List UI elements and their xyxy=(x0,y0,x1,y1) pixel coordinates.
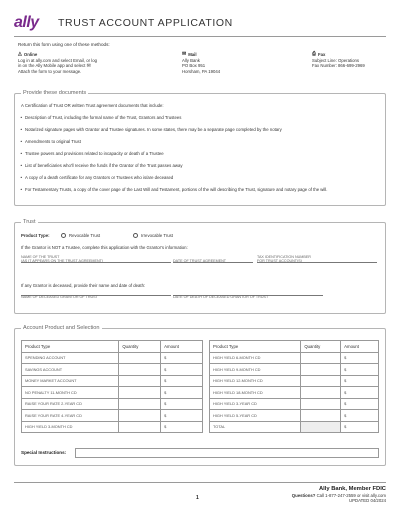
amount-cell[interactable]: $ xyxy=(161,375,203,387)
document-item: • Notarized signature pages with Grantor and Trustee signatures. In some states, there may be a separate page completed by the notary xyxy=(21,127,371,133)
table-row: HIGH YIELD 9-MONTH CD $ xyxy=(210,364,379,376)
document-item: • Description of Trust, including the formal name of the Trust, Grantors and Trustees xyxy=(21,115,371,121)
amount-cell[interactable]: $ xyxy=(161,387,203,399)
mail-line-1: Ally Bank xyxy=(182,57,200,63)
table-row: HIGH YIELD 12-MONTH CD $ xyxy=(210,375,379,387)
revocable-radio[interactable] xyxy=(61,233,66,238)
mail-icon: ✉ xyxy=(86,63,91,70)
quantity-cell[interactable] xyxy=(119,364,161,376)
footer-info xyxy=(292,485,386,503)
table-row: HIGH YIELD 3-MONTH CD $ xyxy=(22,421,203,433)
document-item: • List of beneficiaries who'll receive the funds if the Grantor of the Trust passes away xyxy=(21,163,371,169)
tax-id-field[interactable] xyxy=(257,257,377,263)
return-mail xyxy=(182,52,220,74)
amount-cell[interactable]: $ xyxy=(161,398,203,410)
irrevocable-radio[interactable] xyxy=(133,233,138,238)
lock-icon: ◬ xyxy=(18,51,22,58)
tax-id-caption: TAX IDENTIFICATION NUMBER FOR TRUST ACCOUNT(S) xyxy=(257,255,311,264)
document-item: • Trustee powers and provisions related to incapacity or death of a Trustee xyxy=(21,151,371,157)
online-line-1: Log in at ally.com and select Email, or log xyxy=(18,57,97,63)
online-line-2: in on the Ally Mobile app and select xyxy=(18,63,86,69)
amount-cell[interactable]: $ xyxy=(161,410,203,422)
quantity-cell[interactable] xyxy=(301,398,341,410)
quantity-header: Quantity xyxy=(301,341,341,353)
document-item: • A copy of a death certificate for any Grantors or Trustees who is/are deceased xyxy=(21,175,371,181)
amount-cell[interactable]: $ xyxy=(341,410,379,422)
product-type-header: Product Type xyxy=(22,341,119,353)
total-amount-cell: $ xyxy=(341,421,379,433)
account-table-right xyxy=(209,340,379,433)
trust-date-caption: DATE OF TRUST AGREEMENT xyxy=(173,259,227,263)
irrevocable-label: Irrevocable Trust xyxy=(141,233,173,238)
amount-cell[interactable]: $ xyxy=(341,352,379,364)
table-header-row xyxy=(210,341,379,353)
quantity-cell[interactable] xyxy=(119,398,161,410)
table-row: MONEY MARKET ACCOUNT $ xyxy=(22,375,203,387)
table-row: NO PENALTY 11-MONTH CD $ xyxy=(22,387,203,399)
total-row: TOTAL $ xyxy=(210,421,379,433)
amount-cell[interactable]: $ xyxy=(161,364,203,376)
amount-cell[interactable]: $ xyxy=(341,364,379,376)
quantity-cell[interactable] xyxy=(119,352,161,364)
quantity-cell[interactable] xyxy=(119,421,161,433)
mail-line-3: Horsham, PA 19044 xyxy=(182,68,221,74)
trust-name-caption: NAME OF THE TRUST (AS IT APPEARS ON THE TRUST AGREEMENT) xyxy=(21,255,104,264)
fax-line-1: Subject Line: Operations xyxy=(312,57,360,63)
table-header-row xyxy=(22,341,203,353)
total-quantity-cell xyxy=(301,421,341,433)
product-type-label: Product Type: xyxy=(21,233,50,238)
documents-label: Provide these documents xyxy=(23,90,87,96)
quantity-header: Quantity xyxy=(119,341,161,353)
amount-cell[interactable]: $ xyxy=(341,398,379,410)
table-row: RAISE YOUR RATE 2-YEAR CD $ xyxy=(22,398,203,410)
quantity-cell[interactable] xyxy=(301,352,341,364)
questions-text: Call 1-877-247-2559 or visit ally.com xyxy=(316,493,386,498)
quantity-cell[interactable] xyxy=(119,375,161,387)
amount-cell[interactable]: $ xyxy=(341,387,379,399)
quantity-cell[interactable] xyxy=(301,375,341,387)
table-row: HIGH YIELD 18-MONTH CD $ xyxy=(210,387,379,399)
account-label: Account Product and Selection xyxy=(23,325,100,331)
trust-date-field[interactable] xyxy=(173,257,253,263)
ally-logo: ally xyxy=(14,14,39,31)
updated-date: UPDATED 04/2024 xyxy=(349,498,386,503)
table-row: HIGH YIELD 3-YEAR CD $ xyxy=(210,398,379,410)
quantity-cell[interactable] xyxy=(301,364,341,376)
fax-title: Fax xyxy=(318,52,326,57)
deceased-note: If any Grantor is deceased, provide their name and date of death: xyxy=(21,283,146,288)
deceased-name-caption: NAME OF DECEASED GRANTOR OF TRUST xyxy=(21,295,98,299)
questions-label: Questions? xyxy=(291,493,316,498)
page-header xyxy=(14,12,386,34)
documents-section xyxy=(14,90,386,206)
return-online xyxy=(18,52,97,75)
amount-header: Amount xyxy=(161,341,203,353)
document-item: • For Testamentary Trusts, a copy of the cover page of the Last Will and Testament, portions of the will describing the Trust, signature and notary page of the will. xyxy=(21,187,371,193)
quantity-cell[interactable] xyxy=(119,387,161,399)
fax-line-2: Fax Number: 866-699-2969 xyxy=(312,63,365,69)
form-title: TRUST ACCOUNT APPLICATION xyxy=(58,17,233,29)
special-instructions-label: Special Instructions: xyxy=(21,450,67,455)
table-row: SAVINGS ACCOUNT $ xyxy=(22,364,203,376)
amount-header: Amount xyxy=(341,341,379,353)
amount-cell[interactable]: $ xyxy=(161,352,203,364)
return-fax xyxy=(312,52,365,69)
documents-intro: A Certification of Trust OR written Trust agreement documents that include: xyxy=(21,103,164,108)
special-instructions-field[interactable] xyxy=(75,448,379,458)
deceased-date-caption: DATE OF DEATH OF DECEASED GRANTOR OF TRUST xyxy=(173,295,269,299)
quantity-cell[interactable] xyxy=(119,410,161,422)
fax-icon: ⎙ xyxy=(312,51,317,58)
trust-label: Trust xyxy=(23,219,36,225)
online-title: Online xyxy=(23,52,38,57)
amount-cell[interactable]: $ xyxy=(341,375,379,387)
footer-divider xyxy=(14,482,386,483)
account-table-left xyxy=(21,340,203,433)
table-row: HIGH YIELD 6-MONTH CD $ xyxy=(210,352,379,364)
document-item: • Amendments to original Trust xyxy=(21,139,371,145)
grantor-note: If the Grantor is NOT a Trustee, complete this application with the Grantor's information: xyxy=(21,245,188,250)
mail-line-2: PO Box 951 xyxy=(182,63,206,69)
table-row: SPENDING ACCOUNT $ xyxy=(22,352,203,364)
amount-cell[interactable]: $ xyxy=(161,421,203,433)
quantity-cell[interactable] xyxy=(301,387,341,399)
trust-section xyxy=(14,219,386,314)
account-section xyxy=(14,325,386,466)
header-divider xyxy=(14,36,386,37)
footer-bank: Ally Bank, Member FDIC xyxy=(318,486,386,492)
return-methods-intro: Return this form using one of these methods: xyxy=(18,42,110,47)
page-number: 1 xyxy=(196,495,199,501)
revocable-label: Revocable Trust xyxy=(69,233,101,238)
table-row: HIGH YIELD 5-YEAR CD $ xyxy=(210,410,379,422)
quantity-cell[interactable] xyxy=(301,410,341,422)
product-type-header: Product Type xyxy=(210,341,301,353)
table-row: RAISE YOUR RATE 4-YEAR CD $ xyxy=(22,410,203,422)
online-line-3: Attach the form to your message. xyxy=(18,69,82,75)
mail-title: Mail xyxy=(188,52,197,57)
trust-name-field[interactable] xyxy=(21,257,171,263)
mail-icon: ✉ xyxy=(182,51,187,58)
